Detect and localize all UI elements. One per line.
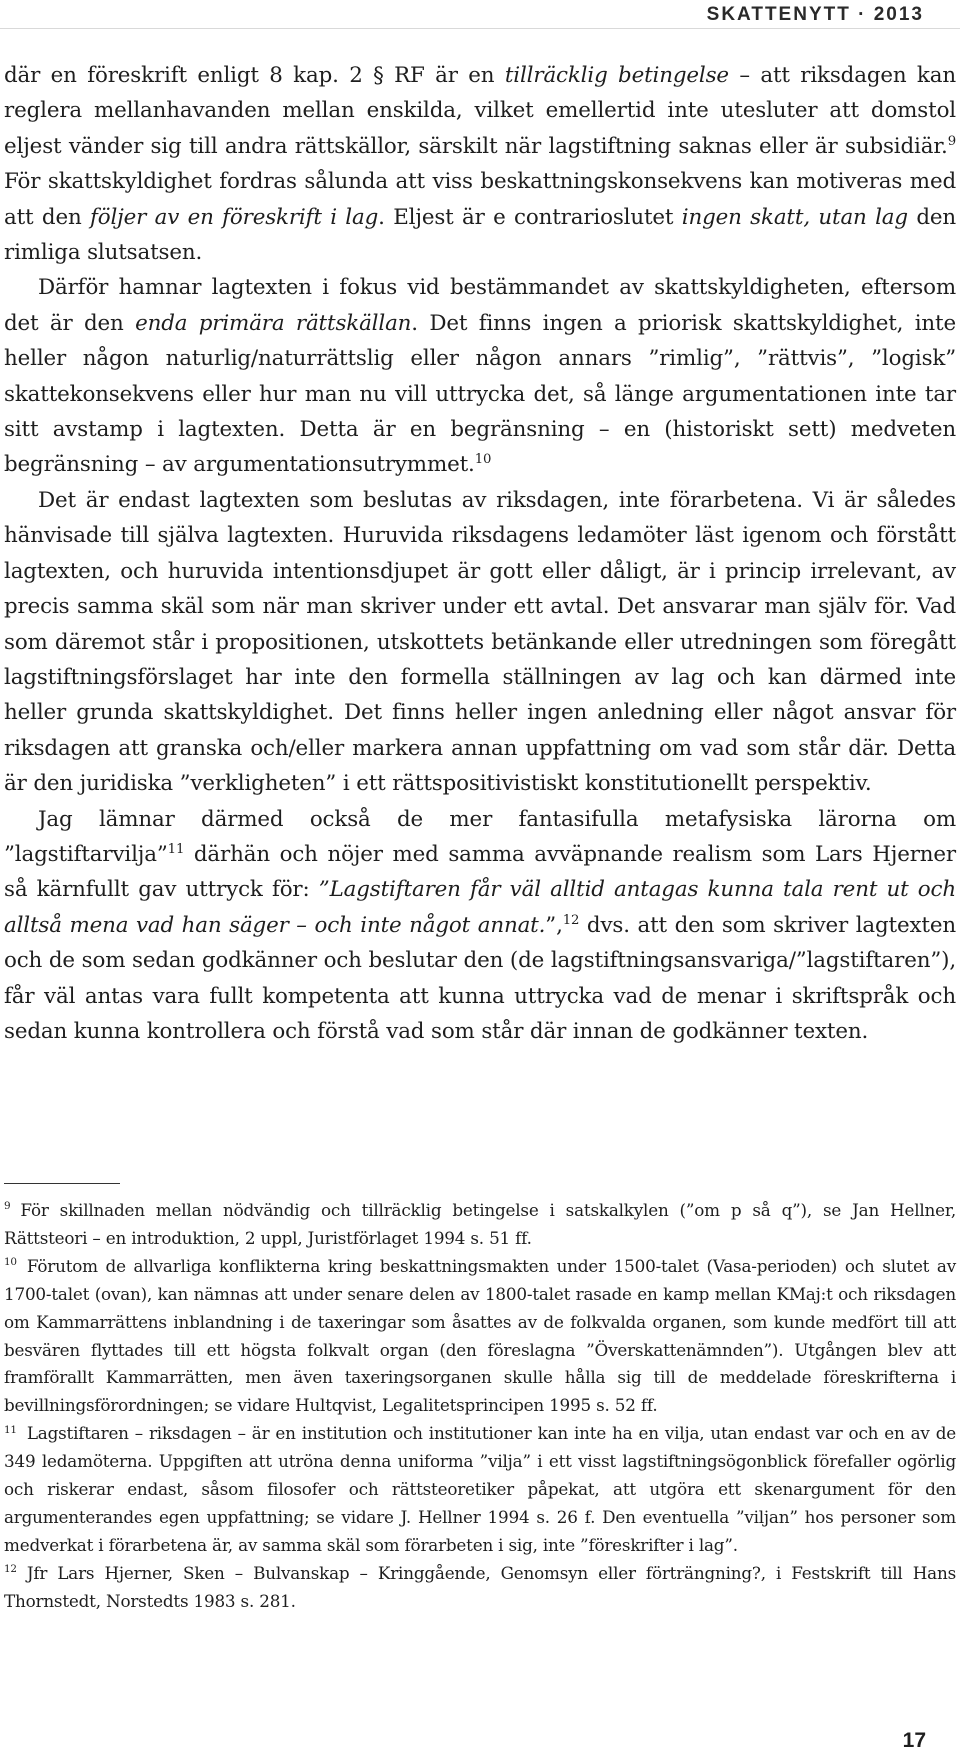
emphasis: enda primära rättskällan — [135, 310, 412, 336]
footnote-number: 11 — [4, 1423, 17, 1436]
footnote-divider — [4, 1183, 120, 1184]
text-run: Det är endast lagtexten som beslutas av riksdagen, inte förarbetena. Vi är således hänvisade till själva lagtexten. Huruvida riksdagens ledamöter läst igenom och förstått lagtexten, och huruvida intentionsdjupet är gott eller dåligt, är i princip irrelevant, av precis samma skäl som när man skriver under ett avtal. Det ansvarar man själv för. Vad som däremot står i propositionen, utskottets betänkande eller utredningen som föregått lagstiftningsförslaget har inte den formella ställningen av lag och kan därmed inte heller grunda skattskyldighet. Det finns heller ingen anledning eller något ansvar för riksdagen att granska och/eller markera annan uppfattning om vad som står där. Detta är den juridiska ”verkligheten” i ett rättspositivistiskt konstitutionellt perspektiv. — [4, 487, 956, 797]
text-run: Därför hamnar lagtexten i fokus vid bestämmandet av skattskyldigheten, eftersom det är den — [4, 275, 956, 336]
footnote-9 — [4, 1197, 956, 1253]
text-run: ”, — [545, 912, 563, 938]
text-run: därhän och nöjer med samma avväpnande realism som Lars Hjerner så kärnfullt gav uttryck för: — [4, 841, 956, 903]
footnote-ref-11[interactable]: 11 — [167, 841, 185, 857]
text-run: . Eljest är e contrarioslutet — [378, 204, 682, 230]
page-number: 17 — [902, 1729, 926, 1752]
running-head: SKATTENYTT · 2013 — [706, 4, 924, 25]
footnote-text: Förutom de allvarliga konflikterna kring beskattningsmakten under 1500-talet (Vasa-perioden) och slutet av 1700-talet (ovan), kan nämnas att under senare delen av 1800-talet rasade en kamp mellan KMaj:t och riksdagen om Kammarrättens inblandning i de taxeringar som åsattes av de folkvalda organen, som kunde medfört till att besvären flyttades till ett högsta folkvalt organ (den föreslagna ”Överskattenämnden”). Utgången blev att framförallt Kammarrätten, men även taxeringsorganen skulle hålla sig till de meddelade föreskrifterna i bevillningsförordningen; se vidare Hultqvist, Legalitetsprincipen 1995 s. 52 ff. — [4, 1255, 956, 1416]
footnote-number: 12 — [4, 1563, 17, 1576]
footnote-ref-12[interactable]: 12 — [562, 912, 580, 928]
header-bar — [0, 0, 960, 29]
footnote-ref-9[interactable]: 9 — [947, 133, 956, 149]
footnote-ref-10[interactable]: 10 — [474, 452, 492, 468]
emphasis: följer av en föreskrift i lag — [89, 204, 379, 230]
footnote-text: För skillnaden mellan nödvändig och tillräcklig betingelse i satskalkylen (”om p så q”), se Jan Hellner, Rättsteori – en introduktion, 2 uppl, Juristförlaget 1994 s. 51 ff. — [4, 1200, 956, 1248]
text-run: där en föreskrift enligt 8 kap. 2 § RF är en — [4, 63, 505, 88]
footnote-12 — [4, 1560, 956, 1616]
footnote-10 — [4, 1253, 956, 1420]
text-run: den rimliga slutsatsen. — [4, 204, 957, 266]
paragraph-1 — [4, 58, 956, 270]
text-run: . Det finns ingen a priorisk skattskyldighet, inte heller någon naturlig/naturrättslig eller någon annars ”rimlig”, ”rättvis”, ”logisk” skattekonsekvens eller hur man nu vill uttrycka det, så länge argumentationen inte tar sitt avstamp i lagtexten. Detta är en begränsning – en (historiskt sett) medveten begränsning – av argumentationsutrymmet. — [4, 310, 956, 478]
text-run: Jag lämnar därmed också de mer fantasifulla metafysiska lärorna om ”lagstiftarvilja” — [4, 806, 956, 867]
footnote-11 — [4, 1420, 956, 1560]
emphasis: ingen skatt, utan lag — [681, 204, 908, 230]
emphasis: tillräcklig betingelse — [504, 63, 729, 88]
paragraph-2 — [4, 270, 956, 482]
footnote-text: Lagstiftaren – riksdagen – är en institution och institutioner kan inte ha en vilja, utan endast var och en av de 349 ledamöterna. Uppgiften att utröna denna uniforma ”vilja” i ett visst lagstiftningsögonblick förefaller ogörlig och riskerar endast, såsom filosofer och rättsteoretiker påpekat, att utgöra ett skenargument för den argumenterandes egen uppfattning; se vidare J. Hellner 1994 s. 26 f. Den eventuella ”viljan” hos personer som medverkat i förarbetena är, av samma skäl som förarbeten i sig, inte ”föreskrifter i lag”. — [4, 1423, 956, 1555]
paragraph-4 — [4, 802, 956, 1050]
footnotes — [4, 1197, 956, 1616]
footnote-number: 10 — [4, 1256, 17, 1269]
text-run: dvs. att den som skriver lagtexten och de som sedan godkänner och beslutar den (de lagstiftningsansvariga/”lagstiftaren”), får väl antas vara fullt kompetenta att kunna uttrycka vad de menar i skriftspråk och sedan kunna kontrollera och förstå vad som står där innan de godkänner texten. — [4, 912, 956, 1044]
paragraph-3 — [4, 483, 956, 802]
footnote-text: Jfr Lars Hjerner, Sken – Bulvanskap – Kringgående, Genomsyn eller förträngning?, i Festskrift till Hans Thornstedt, Norstedts 1983 s. 281. — [4, 1562, 956, 1611]
text-run: – att riksdagen kan reglera mellanhavanden mellan enskilda, vilket emellertid inte utesluter att domstol eljest vänder sig till andra rättskällor, särskilt när lagstiftning saknas eller är subsidiär. — [4, 63, 956, 159]
main-text — [4, 58, 956, 1049]
text-run: För skattskyldighet fordras sålunda att viss beskattningskonsekvens kan motiveras med att den — [4, 169, 956, 230]
footnote-number: 9 — [4, 1200, 11, 1213]
quotation: ”Lagstiftaren får väl alltid antagas kunna tala rent ut och alltså mena vad han säger – och inte något annat. — [4, 877, 956, 938]
